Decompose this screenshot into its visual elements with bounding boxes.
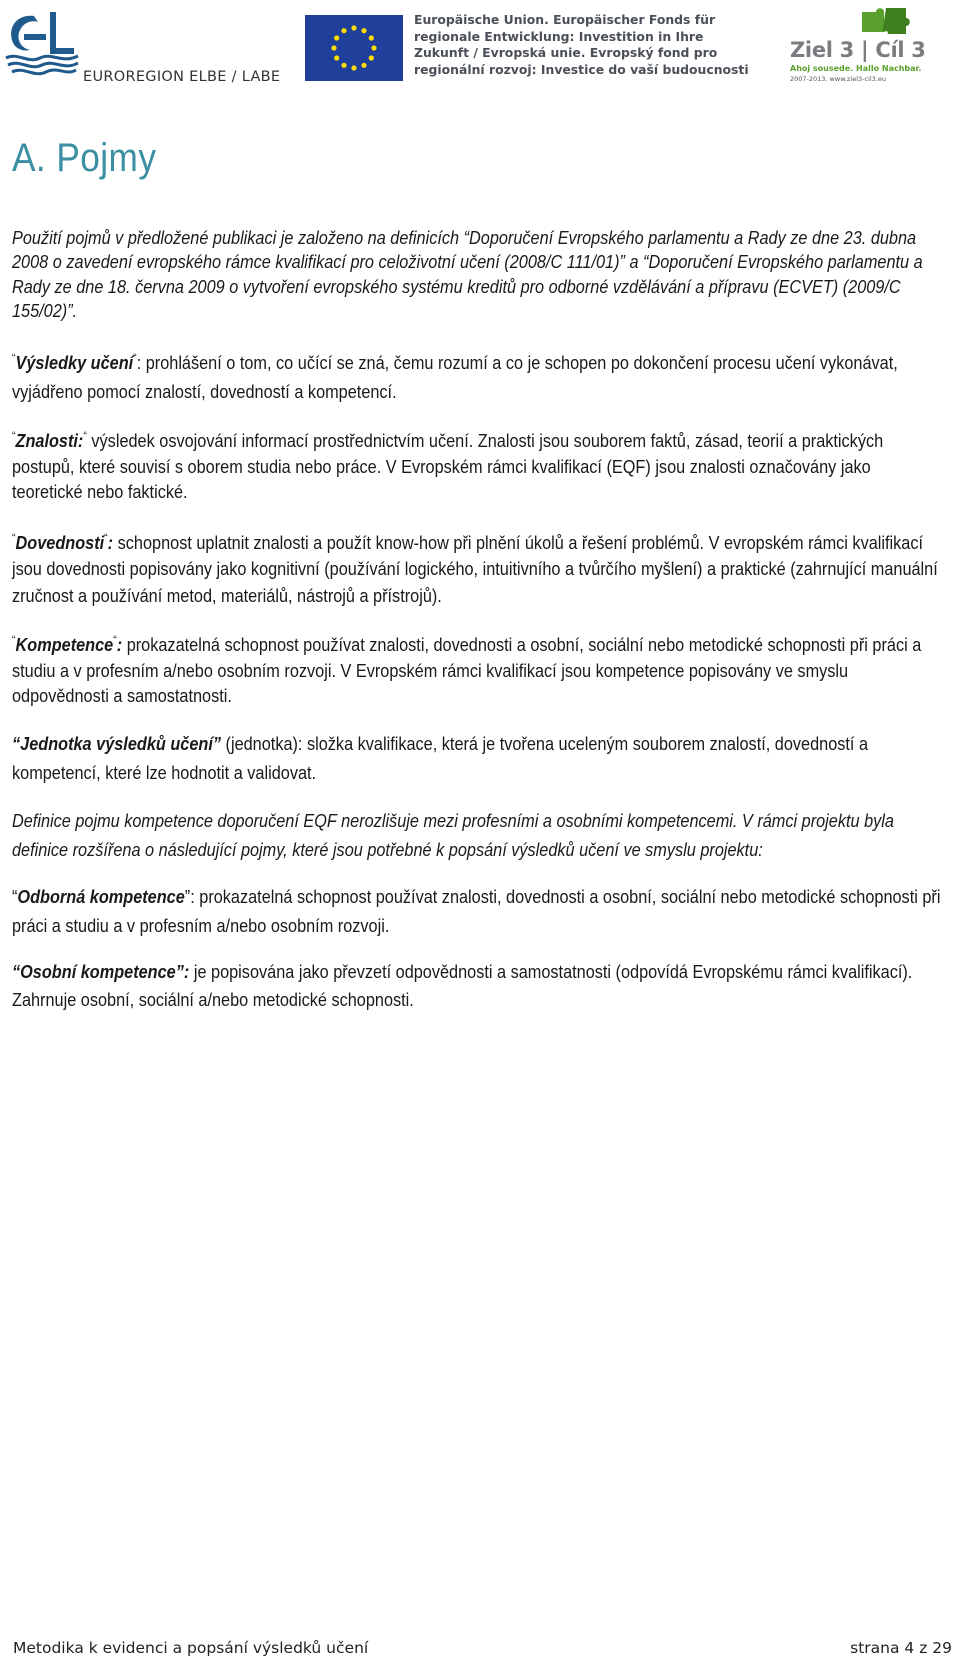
quote-mark: “	[133, 351, 137, 366]
definition-znalosti	[12, 424, 945, 505]
term-label: “Jednotka výsledků učení”	[12, 732, 222, 754]
quote-mark: “	[12, 633, 16, 648]
euroregion-logo	[4, 8, 281, 88]
puzzle-icon	[856, 4, 914, 40]
definition-text: prokazatelná schopnost používat znalosti, dovednosti a osobní, sociální nebo metodické schopnosti při práci a studiu a v profesním a/nebo osobním rozvoji. V Evropském rámci kvalifikací jsou kompetence popisovány ve smyslu odpovědnosti a samostatnosti.	[12, 634, 922, 707]
definition-odborna-kompetence	[12, 882, 945, 940]
quote-mark: “	[104, 530, 108, 545]
quote-mark: “	[113, 633, 117, 648]
ziel3-logo	[786, 4, 956, 84]
eu-text-line: regionale Entwicklung: Investition in Ihre	[414, 28, 704, 44]
definition-osobni-kompetence	[12, 958, 945, 1014]
euroregion-wave-icon	[4, 8, 84, 80]
definice-paragraph: Definice pojmu kompetence doporučení EQF nerozlišuje mezi profesními a osobními kompetencemi. V rámci projektu byla definice rozšířena o následující pojmy, které jsou potřebné k popsání výsledků učení ve smyslu projektu:	[12, 809, 894, 860]
term-label: Kompetence	[15, 634, 114, 656]
eu-flag-icon	[305, 15, 403, 81]
quote-mark: “	[12, 429, 16, 444]
eu-text-line: Zukunft / Evropská unie. Evropský fond pro	[414, 45, 718, 60]
term-label: Odborná kompetence	[17, 885, 185, 907]
eu-text-line: regionální rozvoj: Investice do vaší budoucnosti	[414, 61, 749, 77]
term-label: “Osobní kompetence”:	[12, 960, 190, 982]
quote-mark: “	[12, 530, 16, 545]
page-header	[0, 0, 960, 95]
ziel-slogan: Ahoj sousede. Hallo Nachbar.	[790, 64, 922, 73]
quote-open: “	[12, 885, 18, 907]
term-colon: :	[107, 531, 114, 553]
definition-text: (jednotka): složka kvalifikace, která je tvořena uceleným souborem znalostí, dovedností a kompetencí, které lze hodnotit a validovat.	[12, 732, 869, 783]
eu-funding-text	[414, 12, 749, 78]
page-title: A. Pojmy	[12, 136, 157, 180]
ziel-title: Ziel 3 | Cíl 3	[790, 38, 926, 62]
definition-dovednosti	[12, 525, 945, 610]
euroregion-label: EUROREGION ELBE / LABE	[83, 69, 281, 85]
term-label: Výsledky učení	[15, 352, 134, 374]
document-body	[12, 226, 945, 1014]
intro-paragraph: Použití pojmů v předložené publikaci je založeno na definicích “Doporučení Evropského parlamentu a Rady ze dne 23. dubna 2008 o zavedení evropského rámce kvalifikací pro celoživotní učení (2008/C 111/01)” a “Doporučení Evropského parlamentu a Rady ze dne 18. června 2009 o vytvoření evropského systému kreditů pro odborné vzdělávání a přípravu (ECVET) (2009/C 155/02)”.	[12, 227, 923, 321]
quote-mark: “	[12, 351, 16, 366]
definition-jednotka	[12, 729, 945, 787]
term-label: Znalosti:	[15, 430, 84, 452]
footer-page-number: strana 4 z 29	[850, 1639, 952, 1657]
definition-text: schopnost uplatnit znalosti a použít know-how při plnění úkolů a řešení problémů. V evropském rámci kvalifikací jsou dovednosti popisovány jako kognitivní (používání logického, intuitivního a tvůrčího myšlení) a praktické (zahrnující manuální zručnost a používání metod, materiálů, nástrojů a přístrojů).	[12, 531, 938, 606]
definition-text: : prohlášení o tom, co učící se zná, čemu rozumí a co je schopen po dokončení procesu učení vykonávat, vyjádřeno pomocí znalostí, dovedností a kompetencí.	[12, 352, 898, 403]
definition-text: ”: prokazatelná schopnost používat znalosti, dovednosti a osobní, sociální nebo metodické schopnosti při práci a studiu a v profesním a/nebo osobním rozvoji.	[12, 885, 941, 936]
term-colon: :	[116, 634, 123, 656]
definition-text: výsledek osvojování informací prostřednictvím učení. Znalosti jsou souborem faktů, zásad, teorií a praktických postupů, které souvisí s oborem studia nebo práce. V Evropském rámci kvalifikací (EQF) jsou znalosti označovány jako teoretické nebo faktické.	[12, 430, 884, 503]
definition-vysledky-uceni	[12, 344, 945, 406]
eu-text-line: Europäische Union. Europäischer Fonds für	[414, 12, 716, 27]
ziel-website: 2007-2013. www.ziel3-cil3.eu	[790, 75, 886, 83]
term-label: Dovednosti	[15, 531, 105, 553]
quote-mark: “	[83, 429, 87, 444]
definition-kompetence	[12, 628, 945, 709]
definition-text: je popisována jako převzetí odpovědnosti a samostatnosti (odpovídá Evropskému rámci kvalifikací). Zahrnuje osobní, sociální a/nebo metodické schopnosti.	[12, 960, 913, 1010]
footer-document-title: Metodika k evidenci a popsání výsledků učení	[13, 1639, 369, 1657]
